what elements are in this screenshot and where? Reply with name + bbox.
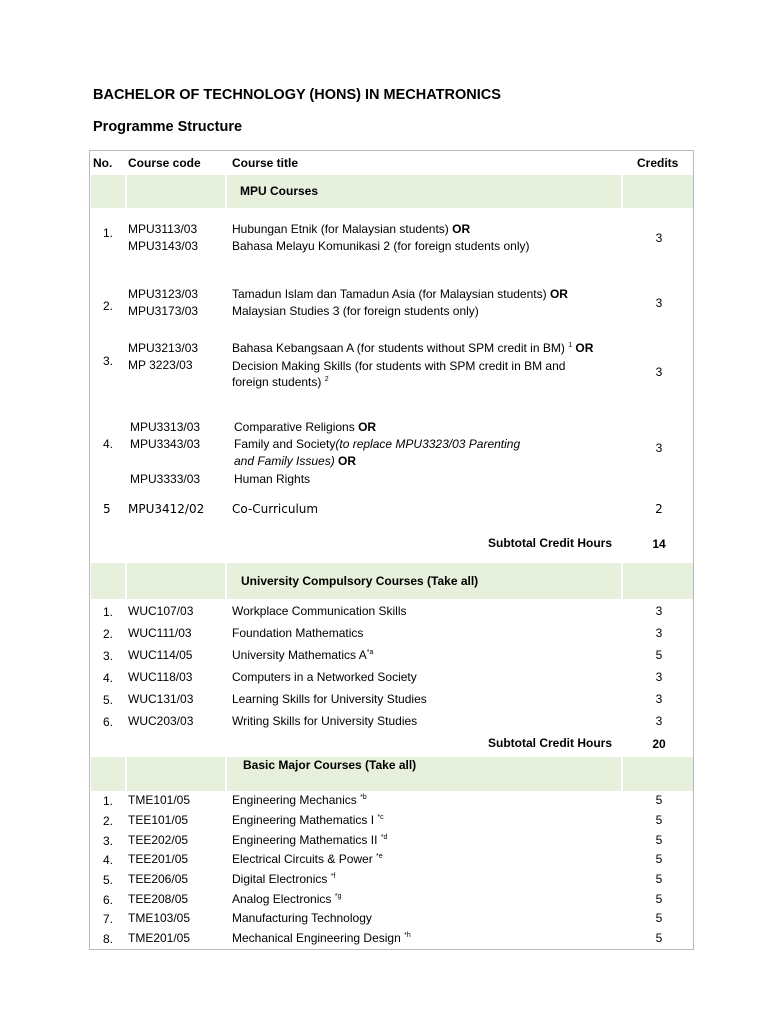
course-credits: 3	[655, 296, 663, 310]
course-code: WUC131/03	[128, 692, 194, 706]
row-number: 5.	[103, 693, 114, 707]
footnote-marker: *b	[360, 794, 367, 801]
course-credits: 5	[655, 892, 663, 906]
course-title: foreign students) $^2$	[232, 375, 329, 389]
subtotal-value: 20	[652, 737, 666, 751]
course-code: MPU3313/03	[130, 420, 201, 434]
course-code: TEE206/05	[128, 872, 189, 886]
course-code: WUC114/05	[128, 648, 193, 662]
footnote-marker: *c	[377, 814, 384, 821]
course-credits: 3	[655, 231, 663, 245]
course-title: Hubungan Etnik (for Malaysian students) OR	[232, 222, 471, 236]
course-credits: 2	[655, 502, 663, 516]
course-credits: 5	[655, 813, 663, 827]
course-title: Malaysian Studies 3 (for foreign students only)	[232, 304, 479, 318]
header-course-title: Course title	[232, 156, 299, 170]
course-code: MPU3143/03	[128, 239, 199, 253]
row-number: 7.	[103, 912, 114, 926]
course-code: TEE208/05	[128, 892, 189, 906]
section-title-basic-major: Basic Major Courses (Take all)	[243, 758, 417, 772]
course-title: Co-Curriculum	[232, 502, 319, 516]
subtotal-label: Subtotal Credit Hours	[488, 736, 613, 750]
course-credits: 3	[655, 714, 663, 728]
course-title: Bahasa Melayu Komunikasi 2 (for foreign students only)	[232, 239, 530, 253]
course-title: Foundation Mathematics	[232, 626, 364, 640]
section-band-mpu	[0, 175, 768, 208]
course-title: Computers in a Networked Society	[232, 670, 417, 684]
row-number: 6.	[103, 893, 114, 907]
course-title: Comparative Religions OR	[234, 420, 377, 434]
course-code: MPU3173/03	[128, 304, 199, 318]
course-code: MPU3412/02	[128, 502, 205, 516]
document-subtitle: Programme Structure	[93, 119, 243, 135]
footnote-marker: *e	[376, 853, 383, 860]
row-number: 1.	[103, 605, 114, 619]
course-title: Analog Electronics $^{*g}$	[232, 892, 342, 906]
row-number: 3.	[103, 649, 114, 663]
row-number: 2.	[103, 299, 114, 313]
row-number: 1.	[103, 226, 114, 240]
course-code: MPU3123/03	[128, 287, 199, 301]
course-code: WUC107/03	[128, 604, 194, 618]
course-title: Human Rights	[234, 472, 311, 486]
course-title: Engineering Mathematics I $^{*c}$	[232, 813, 384, 827]
course-credits: 3	[655, 365, 663, 379]
row-number: 3.	[103, 354, 114, 368]
course-credits: 5	[655, 648, 663, 662]
footnote-marker: *g	[334, 893, 342, 900]
footnote-marker: *h	[404, 932, 411, 939]
course-code: MPU3333/03	[130, 472, 201, 486]
course-title: Digital Electronics $^{*f}$	[232, 872, 336, 886]
course-credits: 3	[655, 604, 663, 618]
course-title: Decision Making Skills (for students with SPM credit in BM and	[232, 359, 566, 373]
footnote-marker: *f	[330, 873, 336, 880]
header-no: No.	[93, 156, 113, 170]
course-code: TEE202/05	[128, 833, 189, 847]
course-title: Manufacturing Technology	[232, 911, 372, 925]
subtotal-value: 14	[652, 537, 666, 551]
footnote-marker: 1	[568, 342, 573, 349]
section-title-university-compulsory: University Compulsory Courses (Take all)	[241, 574, 479, 588]
course-credits: 3	[655, 670, 663, 684]
course-code: WUC118/03	[128, 670, 193, 684]
course-code: TEE101/05	[128, 813, 189, 827]
row-number: 1.	[103, 794, 114, 808]
row-number: 3.	[103, 834, 114, 848]
course-credits: 5	[655, 931, 663, 945]
course-title: Writing Skills for University Studies	[232, 714, 418, 728]
course-code: WUC203/03	[128, 714, 194, 728]
course-credits: 5	[655, 793, 663, 807]
course-credits: 5	[655, 911, 663, 925]
document-title: BACHELOR OF TECHNOLOGY (HONS) IN MECHATRONICS	[93, 87, 501, 103]
header-course-code: Course code	[128, 156, 201, 170]
course-code: MPU3113/03	[128, 222, 198, 236]
course-code: MPU3213/03	[128, 341, 199, 355]
row-number: 4.	[103, 671, 114, 685]
course-credits: 3	[655, 692, 663, 706]
footnote-marker: 2	[324, 376, 329, 383]
row-number: 5.	[103, 873, 114, 887]
course-credits: 3	[655, 626, 663, 640]
subtotal-label: Subtotal Credit Hours	[488, 536, 613, 550]
course-code: TME103/05	[128, 911, 191, 925]
course-title: Family and Society(to replace MPU3323/03 Parenting	[234, 437, 521, 451]
footnote-marker: *d	[380, 834, 388, 841]
course-code: WUC111/03	[128, 626, 192, 640]
row-number: 4.	[103, 437, 114, 451]
row-number: 8.	[103, 932, 114, 946]
row-number: 6.	[103, 715, 114, 729]
course-code: TME201/05	[128, 931, 191, 945]
course-title: and Family Issues) OR	[234, 454, 357, 468]
course-title: Engineering Mechanics $^{*b}$	[232, 793, 367, 807]
course-title: University Mathematics $A^{*a}$	[232, 648, 374, 662]
row-number: 2.	[103, 814, 114, 828]
course-title: Mechanical Engineering Design $^{*h}$	[232, 931, 411, 945]
course-code: TME101/05	[128, 793, 191, 807]
footnote-marker: *a	[366, 649, 374, 656]
course-credits: 5	[655, 833, 663, 847]
course-code: TEE201/05	[128, 852, 189, 866]
course-credits: 5	[655, 852, 663, 866]
course-title: Tamadun Islam dan Tamadun Asia (for Malaysian students) OR	[232, 287, 568, 301]
course-code: MPU3343/03	[130, 437, 201, 451]
row-number: 5	[103, 502, 111, 516]
course-title: Learning Skills for University Studies	[232, 692, 427, 706]
course-title: Engineering Mathematics II $^{*d}$	[232, 833, 388, 847]
course-credits: 5	[655, 872, 663, 886]
header-credits: Credits	[637, 156, 679, 170]
course-title: Workplace Communication Skills	[232, 604, 407, 618]
row-number: 4.	[103, 853, 114, 867]
section-title-mpu: MPU Courses	[240, 184, 319, 198]
course-title: Electrical Circuits & Power $^{*e}$	[232, 852, 383, 866]
course-code: MP 3223/03	[128, 358, 193, 372]
course-credits: 3	[655, 441, 663, 455]
row-number: 2.	[103, 627, 114, 641]
course-title: Bahasa Kebangsaan A (for students without SPM credit in BM) $^1$ OR	[232, 341, 594, 355]
